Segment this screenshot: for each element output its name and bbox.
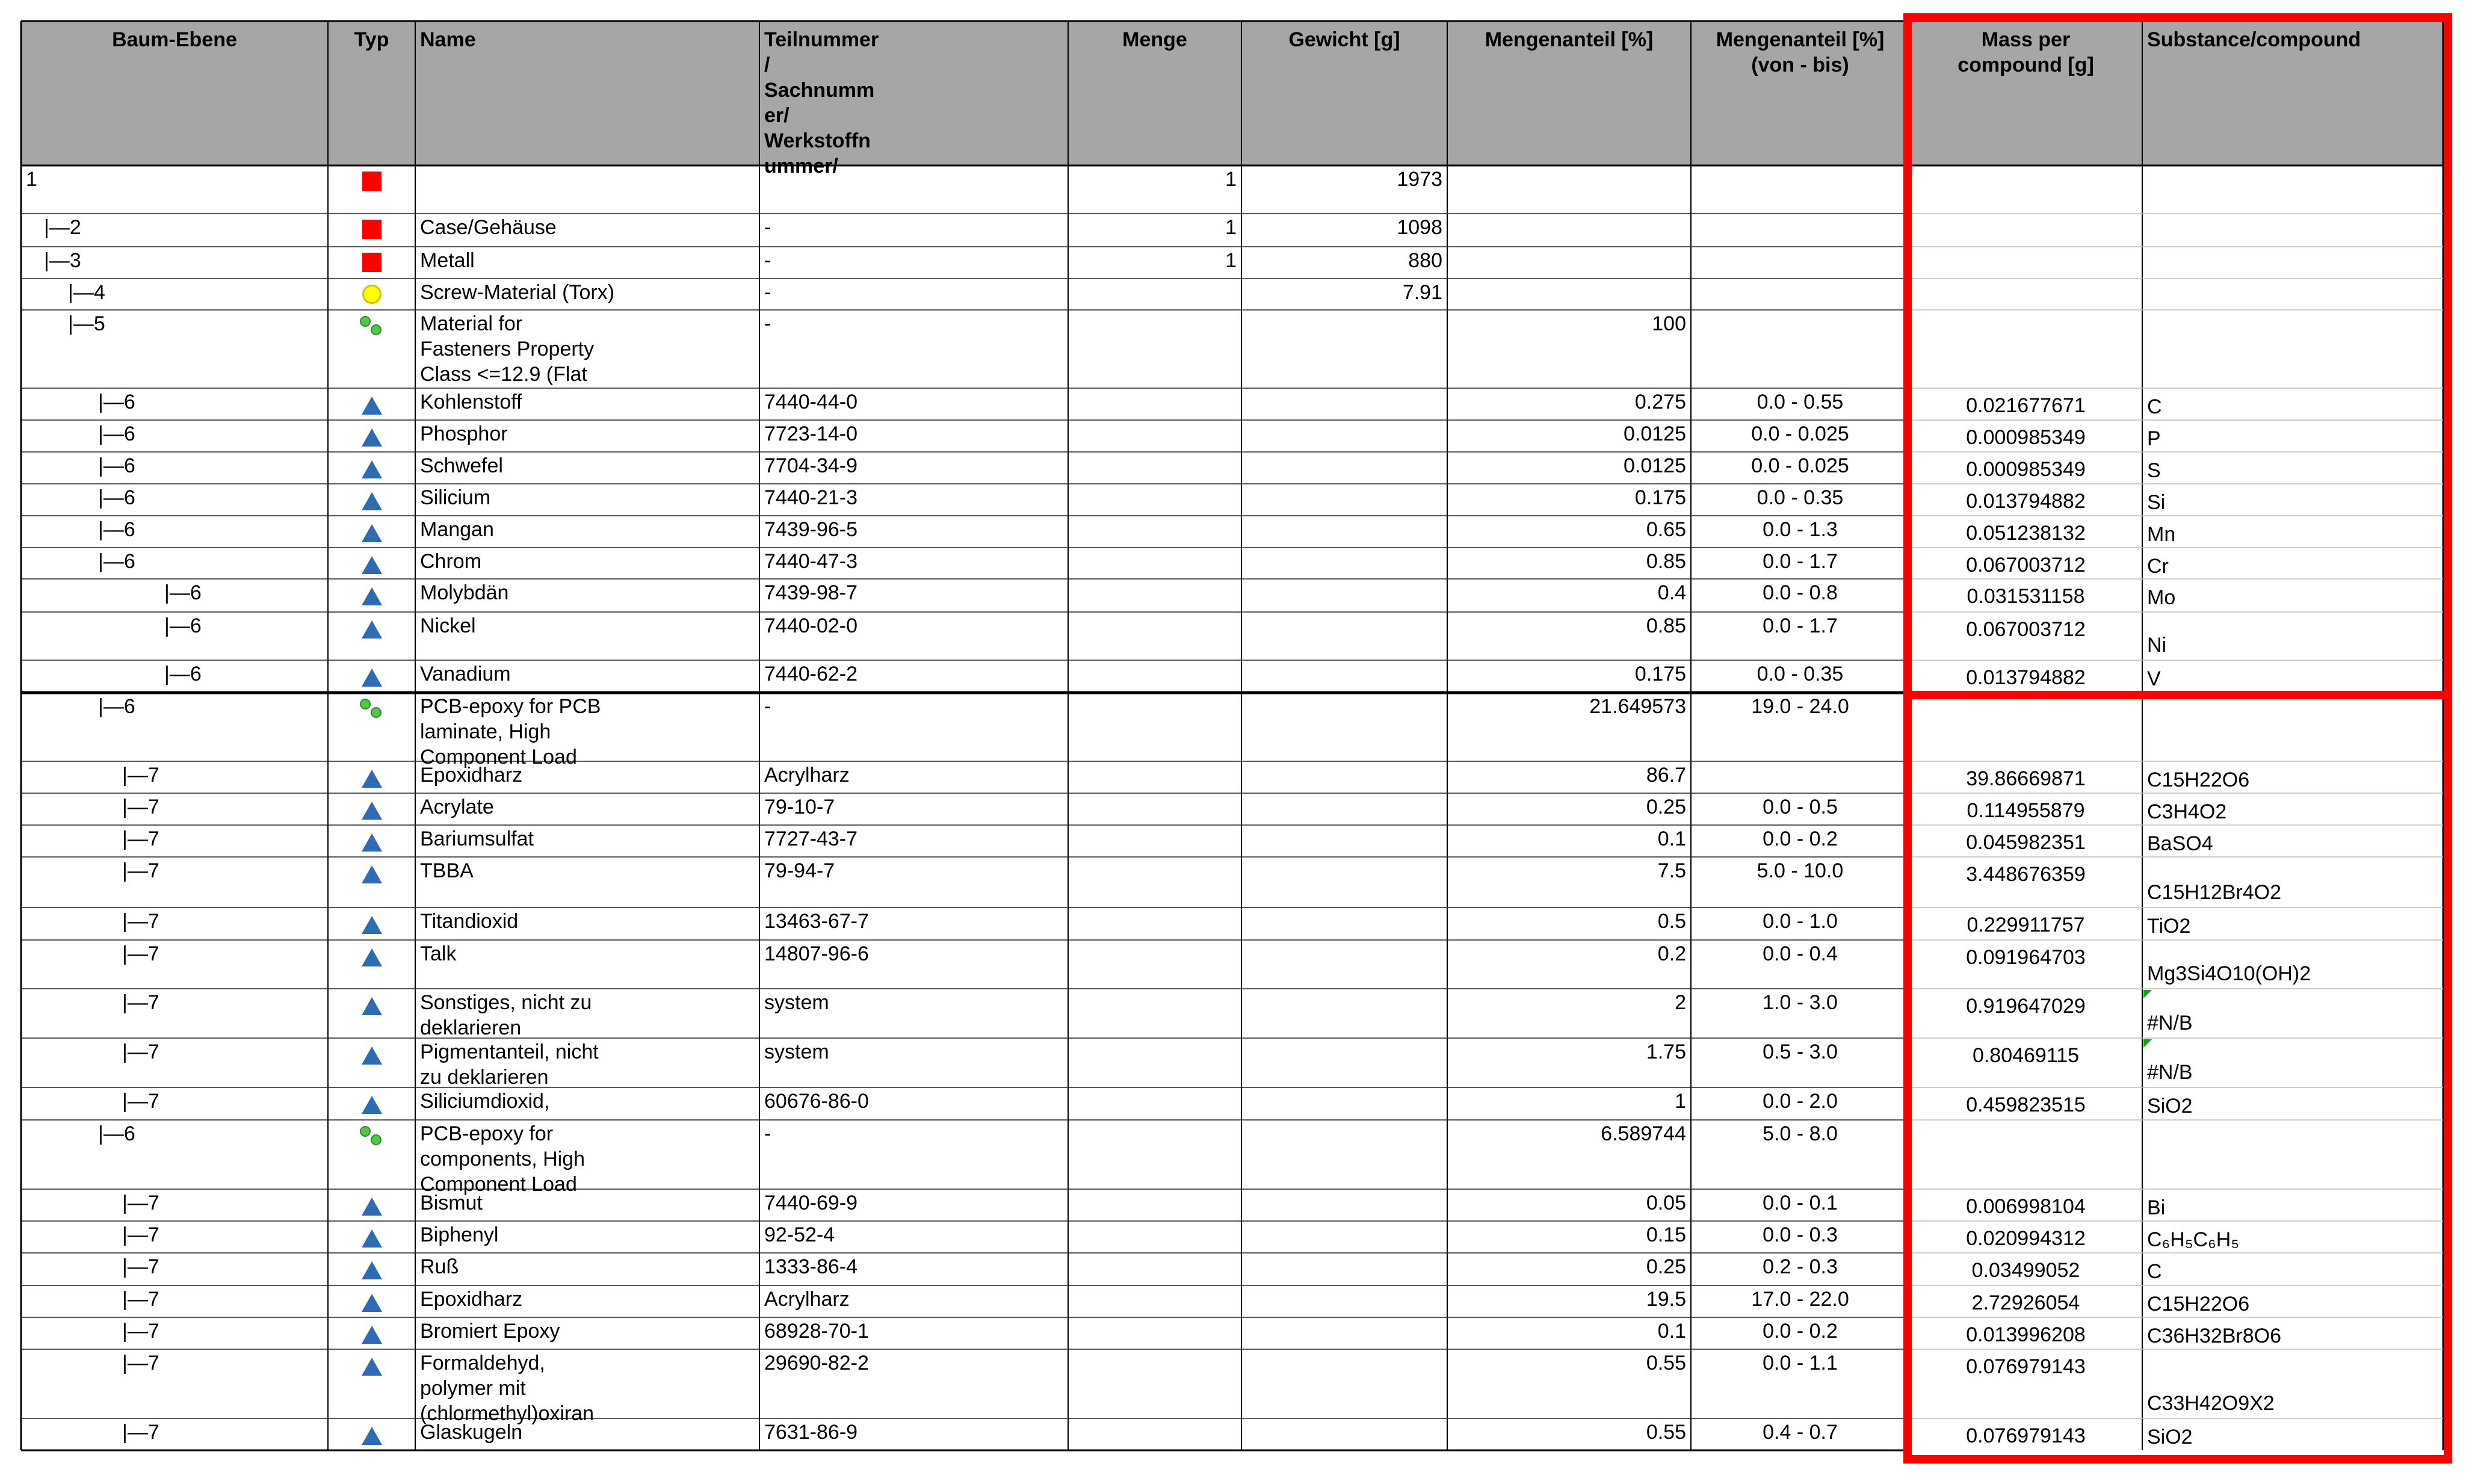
blue-triangle-icon [362,770,382,788]
cell-quantity-share-range: 5.0 - 10.0 [1757,859,1844,882]
cell-quantity-share: 0.175 [1634,663,1686,685]
cell-name: Kohlenstoff [420,391,522,413]
blue-triangle-icon [362,428,382,447]
cell-substance-compound: SiO2 [2147,1095,2193,1118]
highlight-box-metal-section [1903,13,2452,699]
cell-mass-per-compound: 0.020994312 [1966,1227,2086,1250]
cell-quantity-share-range: 0.0 - 0.1 [1763,1192,1838,1214]
cell-substance-compound: Cr [2147,555,2169,578]
header-mass-per-compound: Mass per compound [g] [1957,28,2094,76]
blue-triangle-icon [362,1261,382,1279]
cell-name: Acrylate [420,796,494,818]
cell-quantity-share-range: 0.0 - 1.0 [1763,910,1838,933]
cell-mass-per-compound: 0.006998104 [1966,1195,2086,1218]
cell-substance-compound: #N/B [2147,1012,2193,1034]
cell-part-number: - [764,312,771,335]
cell-name: Nickel [420,614,476,637]
cell-quantity-share: 1.75 [1646,1040,1686,1063]
cell-mass-per-compound: 0.067003712 [1966,554,2086,577]
cell-quantity-share: 0.2 [1657,942,1686,965]
cell-substance-compound: BaSO4 [2147,832,2213,855]
cell-quantity-share-range: 0.0 - 1.7 [1763,550,1838,573]
cell-substance-compound: C33H42O9X2 [2147,1392,2275,1415]
cell-name: Schwefel [420,454,503,477]
green-dot-icon [371,707,382,718]
cell-mass-per-compound: 3.448676359 [1966,863,2086,886]
cell-tree-level: |—7 [122,1320,159,1343]
highlight-box-pcb-section [1903,691,2452,1464]
blue-triangle-icon [362,997,382,1015]
cell-quantity-share: 0.55 [1646,1352,1686,1374]
cell-mass-per-compound: 0.021677671 [1966,394,2086,417]
cell-part-number: 7440-44-0 [764,391,858,413]
cell-part-number: 7631-86-9 [764,1421,858,1444]
cell-part-number: 7439-96-5 [764,518,858,541]
cell-part-number: - [764,695,771,718]
cell-quantity-share-range: 0.0 - 0.5 [1763,796,1838,818]
cell-name: Bismut [420,1192,483,1214]
cell-name: Mangan [420,518,494,541]
cell-quantity-share-range: 0.0 - 0.2 [1763,1320,1838,1343]
cell-tree-level: |—7 [122,1090,159,1113]
cell-part-number: 7440-21-3 [764,486,858,509]
cell-mass-per-compound: 0.045982351 [1966,831,2086,854]
cell-part-number: 7440-47-3 [764,550,858,573]
cell-part-number: 92-52-4 [764,1223,835,1246]
cell-part-number: system [764,991,829,1014]
cell-part-number: 29690-82-2 [764,1352,869,1374]
header-name: Name [420,28,476,51]
cell-quantity: 1 [1225,168,1237,191]
cell-part-number: 7440-69-9 [764,1192,858,1214]
green-dot-icon [360,699,371,710]
cell-name: Pigmentanteil, nicht zu deklarieren [420,1040,599,1089]
header-substance-compound: Substance/compound [2147,28,2361,51]
cell-part-number: Acrylharz [764,764,850,787]
blue-triangle-icon [362,1294,382,1312]
cell-name: Biphenyl [420,1223,499,1246]
cell-tree-level: |—7 [122,942,159,965]
cell-substance-compound: P [2147,427,2161,450]
cell-mass-per-compound: 0.229911757 [1967,914,2085,936]
cell-mass-per-compound: 0.076979143 [1966,1355,2086,1378]
cell-tree-level: 1 [26,168,37,191]
cell-part-number: - [764,281,771,304]
cell-quantity-share: 0.85 [1646,550,1686,573]
cell-mass-per-compound: 0.013794882 [1966,666,2086,689]
cell-substance-compound: #N/B [2147,1061,2193,1084]
cell-tree-level: |—6 [98,695,135,718]
blue-triangle-icon [362,865,382,883]
cell-quantity-share-range: 0.0 - 1.1 [1763,1352,1838,1374]
cell-quantity-share: 19.5 [1646,1288,1686,1311]
cell-mass-per-compound: 0.114955879 [1967,799,2085,822]
cell-quantity-share: 0.1 [1657,1320,1686,1343]
cell-quantity-share-range: 0.0 - 0.3 [1763,1223,1838,1246]
cell-quantity-share-range: 0.5 - 3.0 [1763,1040,1838,1063]
cell-part-number: 7704-34-9 [764,454,858,477]
cell-mass-per-compound: 0.091964703 [1966,946,2086,969]
cell-quantity-share-range: 0.0 - 0.4 [1763,942,1838,965]
cell-part-number: 7727-43-7 [764,827,858,850]
cell-quantity: 1 [1225,249,1237,272]
blue-triangle-icon [362,1229,382,1247]
red-square-icon [362,220,382,239]
cell-quantity-share-range: 0.0 - 0.55 [1757,391,1844,413]
header-quantity-share: Mengenanteil [%] [1485,28,1654,51]
blue-triangle-icon [362,1047,382,1065]
cell-tree-level: |—7 [122,910,159,933]
cell-quantity-share: 0.275 [1634,391,1686,413]
cell-quantity-share-range: 0.0 - 1.7 [1763,614,1838,637]
blue-triangle-icon [362,833,382,852]
cell-name: Titandioxid [420,910,519,933]
cell-tree-level: |—6 [98,486,135,509]
cell-part-number: Acrylharz [764,1288,850,1311]
cell-quantity-share-range: 17.0 - 22.0 [1751,1288,1849,1311]
cell-tree-level: |—7 [122,859,159,882]
cell-tree-level: |—6 [164,581,202,604]
cell-mass-per-compound: 0.459823515 [1966,1093,2086,1116]
cell-quantity-share: 0.4 [1657,581,1686,604]
cell-name: Sonstiges, nicht zu deklarieren [420,991,592,1039]
cell-part-number: 7440-62-2 [764,663,858,685]
cell-quantity-share: 0.1 [1657,827,1686,850]
cell-weight: 7.91 [1402,281,1442,304]
cell-tree-level: |—3 [44,249,81,272]
cell-tree-level: |—7 [122,991,159,1014]
header-weight: Gewicht [g] [1288,28,1400,51]
cell-name: Material for Fasteners Property Class <=12.9 (Flat [420,312,595,386]
header-quantity-share-range: Mengenanteil [%] (von - bis) [1716,28,1885,76]
cell-substance-compound: C15H12Br4O2 [2147,881,2282,904]
cell-tree-level: |—6 [98,422,135,445]
blue-triangle-icon [362,587,382,605]
cell-tree-level: |—7 [122,796,159,818]
cell-weight: 1973 [1397,168,1442,191]
cell-substance-compound: Mn [2147,523,2176,546]
cell-substance-compound: Mg3Si4O10(OH)2 [2147,962,2311,985]
green-dots-icon [360,1126,384,1148]
cell-name: Formaldehyd, polymer mit (chlormethyl)oxiran [420,1352,595,1425]
cell-name: Epoxidharz [420,764,523,787]
cell-tree-level: |—6 [98,518,135,541]
cell-quantity-share: 0.85 [1646,614,1686,637]
cell-part-number: 7439-98-7 [764,581,858,604]
cell-tree-level: |—7 [122,1223,159,1246]
blue-triangle-icon [362,620,382,638]
cell-quantity-share: 0.25 [1646,796,1686,818]
cell-quantity-share-range: 5.0 - 8.0 [1763,1122,1838,1145]
cell-substance-compound: C [2147,1260,2162,1283]
cell-quantity-share: 0.0125 [1624,422,1686,445]
cell-mass-per-compound: 0.013996208 [1966,1323,2086,1346]
blue-triangle-icon [362,460,382,478]
cell-tree-level: |—4 [68,281,105,304]
cell-quantity-share: 0.5 [1657,910,1686,933]
cell-tree-level: |—7 [122,1288,159,1311]
cell-mass-per-compound: 0.031531158 [1967,585,2085,608]
cell-name: Bromiert Epoxy [420,1320,560,1343]
cell-name: Glaskugeln [420,1421,523,1444]
cell-tree-level: |—6 [98,391,135,413]
cell-substance-compound: C15H22O6 [2147,1293,2250,1316]
cell-quantity-share-range: 0.0 - 0.2 [1763,827,1838,850]
cell-weight: 1098 [1397,216,1442,239]
cell-tree-level: |—7 [122,1040,159,1063]
header-quantity: Menge [1122,28,1187,51]
cell-substance-compound: C [2147,395,2162,418]
cell-name: Bariumsulfat [420,827,534,850]
cell-tree-level: |—7 [122,1255,159,1278]
blue-triangle-icon [362,916,382,934]
blue-triangle-icon [362,524,382,542]
cell-substance-compound: TiO2 [2147,915,2191,938]
cell-part-number: - [764,1122,771,1145]
cell-part-number: 7723-14-0 [764,422,858,445]
cell-tree-level: |—6 [98,550,135,573]
cell-part-number: 60676-86-0 [764,1090,869,1113]
cell-quantity-share: 0.05 [1646,1192,1686,1214]
cell-quantity-share-range: 0.0 - 0.025 [1751,422,1849,445]
cell-quantity-share: 100 [1652,312,1686,335]
cell-tree-level: |—7 [122,1192,159,1214]
blue-triangle-icon [362,1096,382,1114]
cell-mass-per-compound: 0.051238132 [1966,522,2086,545]
cell-name: Screw-Material (Torx) [420,281,615,304]
cell-part-number: 7440-02-0 [764,614,858,637]
cell-quantity-share-range: 0.0 - 1.3 [1763,518,1838,541]
cell-quantity-share: 21.649573 [1589,695,1686,718]
cell-mass-per-compound: 0.067003712 [1966,618,2086,641]
cell-mass-per-compound: 39.86669871 [1966,767,2086,790]
cell-substance-compound: Bi [2147,1196,2166,1219]
cell-quantity-share: 0.0125 [1624,454,1686,477]
blue-triangle-icon [362,556,382,574]
cell-quantity-share-range: 1.0 - 3.0 [1763,991,1838,1014]
red-square-icon [362,253,382,272]
cell-quantity-share: 6.589744 [1601,1122,1686,1145]
cell-tree-level: |—2 [44,216,81,239]
cell-mass-per-compound: 0.80469115 [1972,1044,2080,1067]
cell-substance-compound: S [2147,459,2161,482]
cell-quantity-share: 86.7 [1646,764,1686,787]
cell-name: PCB-epoxy for PCB laminate, High Component Load [420,695,601,768]
blue-triangle-icon [362,397,382,415]
cell-part-number: 1333-86-4 [764,1255,858,1278]
cell-part-number: - [764,216,771,239]
cell-quantity-share: 0.25 [1646,1255,1686,1278]
cell-substance-compound: C₆H₅C₆H₅ [2147,1228,2240,1251]
cell-name: Chrom [420,550,482,573]
blue-triangle-icon [362,1326,382,1344]
cell-quantity-share: 7.5 [1657,859,1686,882]
cell-quantity-share-range: 0.0 - 0.35 [1757,486,1844,509]
cell-tree-level: |—6 [164,614,202,637]
cell-quantity-share-range: 0.2 - 0.3 [1763,1255,1838,1278]
green-dot-icon [360,316,371,327]
cell-tree-level: |—7 [122,1352,159,1374]
cell-quantity-share-range: 0.0 - 0.025 [1751,454,1849,477]
cell-name: Case/Gehäuse [420,216,557,239]
cell-quantity-share-range: 19.0 - 24.0 [1751,695,1849,718]
red-square-icon [362,172,382,191]
cell-name: Vanadium [420,663,511,685]
cell-mass-per-compound: 0.03499052 [1971,1259,2080,1282]
cell-quantity-share: 2 [1675,991,1686,1014]
cell-mass-per-compound: 2.72926054 [1971,1291,2080,1314]
cell-name: Epoxidharz [420,1288,523,1311]
header-part-number: Teilnummer / Sachnumm er/ Werkstoffn ummer/ [764,28,879,178]
cell-name: TBBA [420,859,474,882]
blue-triangle-icon [362,802,382,820]
cell-mass-per-compound: 0.919647029 [1966,995,2086,1018]
cell-quantity-share-range: 0.0 - 0.8 [1763,581,1838,604]
cell-name: Talk [420,942,457,965]
header-type: Typ [354,28,389,51]
cell-mass-per-compound: 0.013794882 [1966,490,2086,513]
cell-tree-level: |—6 [98,1122,135,1145]
cell-substance-compound: Si [2147,491,2166,514]
green-dot-icon [371,1134,382,1145]
cell-tree-level: |—7 [122,1421,159,1444]
cell-name: Siliciumdioxid, [420,1090,550,1113]
cell-name: Metall [420,249,475,272]
cell-substance-compound: Ni [2147,634,2167,657]
cell-quantity-share: 0.65 [1646,518,1686,541]
cell-part-number: 68928-70-1 [764,1320,869,1343]
cell-quantity-share-range: 0.0 - 0.35 [1757,663,1844,685]
yellow-circle-icon [362,285,382,304]
cell-quantity-share: 0.55 [1646,1421,1686,1444]
cell-quantity-share: 1 [1675,1090,1686,1113]
cell-weight: 880 [1408,249,1442,272]
cell-name: PCB-epoxy for components, High Component Load [420,1122,586,1196]
blue-triangle-icon [362,1358,382,1376]
cell-quantity-share-range: 0.4 - 0.7 [1763,1421,1838,1444]
cell-substance-compound: V [2147,667,2161,690]
header-tree-level: Baum-Ebene [112,28,237,51]
blue-triangle-icon [362,1198,382,1216]
cell-quantity-share: 0.15 [1646,1223,1686,1246]
blue-triangle-icon [362,492,382,510]
cell-part-number: - [764,249,771,272]
cell-part-number: 79-10-7 [764,796,835,818]
cell-part-number: 79-94-7 [764,859,835,882]
green-dots-icon [360,316,384,338]
cell-tree-level: |—7 [122,827,159,850]
cell-part-number: 13463-67-7 [764,910,869,933]
cell-name: Phosphor [420,422,508,445]
cell-name: Ruß [420,1255,459,1278]
green-dots-icon [360,699,384,720]
cell-mass-per-compound: 0.076979143 [1966,1424,2086,1447]
blue-triangle-icon [362,669,382,687]
green-dot-icon [371,324,382,335]
cell-quantity-share-range: 0.0 - 2.0 [1763,1090,1838,1113]
cell-tree-level: |—6 [164,663,202,685]
cell-quantity-share: 0.175 [1634,486,1686,509]
cell-mass-per-compound: 0.000985349 [1966,426,2086,449]
cell-name: Silicium [420,486,491,509]
cell-part-number: 14807-96-6 [764,942,869,965]
cell-mass-per-compound: 0.000985349 [1966,458,2086,481]
cell-tree-level: |—5 [68,312,105,335]
cell-tree-level: |—6 [98,454,135,477]
cell-substance-compound: Mo [2147,586,2176,609]
green-dot-icon [360,1126,371,1137]
cell-substance-compound: C3H4O2 [2147,800,2227,823]
blue-triangle-icon [362,948,382,966]
cell-tree-level: |—7 [122,764,159,787]
blue-triangle-icon [362,1427,382,1445]
cell-part-number: system [764,1040,829,1063]
cell-name: Molybdän [420,581,509,604]
cell-substance-compound: C36H32Br8O6 [2147,1325,2282,1347]
cell-substance-compound: C15H22O6 [2147,768,2250,791]
cell-substance-compound: SiO2 [2147,1426,2193,1448]
cell-quantity: 1 [1225,216,1237,239]
